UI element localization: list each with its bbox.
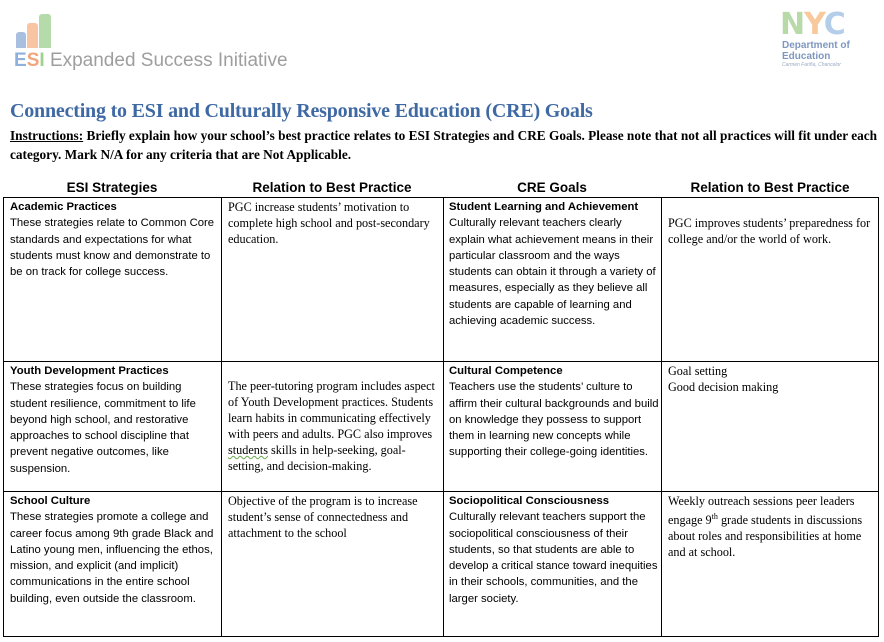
nyc-letter-n: N <box>780 7 805 42</box>
relation-item: Goal setting <box>668 364 728 378</box>
strategy-heading: Academic Practices <box>10 201 117 213</box>
column-header-cre-goals: CRE Goals <box>517 180 587 195</box>
column-header-cre-relation: Relation to Best Practice <box>690 180 850 195</box>
instructions-lead: Instructions: <box>10 128 84 143</box>
row-divider <box>4 361 878 362</box>
page-title: Connecting to ESI and Culturally Responsive Education (CRE) Goals <box>10 100 593 122</box>
instructions-text: Briefly explain how your school’s best practice relates to ESI Strategies and CRE Goals. Please note that not all practices will fit under each category. Mark N/A for any criteria that are Not Applicable. <box>10 128 878 162</box>
goal-description: Culturally relevant teachers support the sociopolitical consciousness of their students, so that students are able to develop a critical stance toward inequities in their schools, communities, and the larger society. <box>449 511 658 605</box>
strategy-description: These strategies focus on building student resilience, commitment to life beyond high school, and restorative approaches to school discipline that prevent negative outcomes, like suspension. <box>10 381 196 475</box>
logo-bar-green <box>39 14 51 48</box>
table-row-1-cre-goal <box>449 199 659 329</box>
relation-text: grade students in discussions about roles and responsibilities at home and at school. <box>668 513 863 560</box>
esi-letter-s: S <box>26 50 40 71</box>
relation-text: The peer-tutoring program includes aspect of Youth Development practices. Students learn habits in communicating effectively with peers and adults. PGC also improves <box>228 379 435 441</box>
logo-bar-blue <box>16 32 26 48</box>
goal-heading: Student Learning and Achievement <box>449 201 639 213</box>
strategy-description: These strategies promote a college and career focus among 9th grade Black and Latino young men, influencing the ethos, mission, and explicit (and implicit) communications in the entire school building, even outside the classroom. <box>10 511 214 605</box>
goal-description: Teachers use the students’ culture to affirm their cultural backgrounds and build on knowledge they possess to support them in learning new concepts while supporting their college-going identities. <box>449 381 659 459</box>
nyc-doe-logo <box>780 7 880 72</box>
column-divider <box>443 198 444 636</box>
table-row-2-cre-goal <box>449 363 659 461</box>
nyc-dept-line1: Department of <box>782 40 850 51</box>
spellcheck-word: students <box>228 443 268 457</box>
table-row-3-cre-relation <box>668 493 878 560</box>
column-divider <box>661 198 662 636</box>
instructions <box>10 126 882 164</box>
strategy-heading: Youth Development Practices <box>10 365 169 377</box>
table-row-2-cre-relation <box>668 363 878 395</box>
table-row-1-esi-relation: PGC increase students’ motivation to complete high school and post-secondary education. <box>228 200 430 246</box>
nyc-letter-y: Y <box>804 7 824 42</box>
esi-logo-text <box>14 50 288 72</box>
esi-letter-e: E <box>14 50 27 71</box>
column-divider <box>221 198 222 636</box>
row-divider <box>4 491 878 492</box>
relation-text: skills in help-seeking, goal-setting, and decision-making. <box>228 443 406 473</box>
table-row-2-esi-relation <box>228 378 440 474</box>
superscript: th <box>711 512 718 521</box>
esi-letter-i: I <box>39 50 45 71</box>
relation-item: Good decision making <box>668 380 779 394</box>
esi-logo <box>14 14 314 74</box>
table-row-2-esi-strategy <box>10 363 218 477</box>
strategy-description: These strategies relate to Common Core standards and expectations for what students must know and demonstrate to be on track for college success. <box>10 217 215 279</box>
logo-bar-orange <box>27 23 38 48</box>
nyc-chancellor: Carmen Fariña, Chancelor <box>782 62 841 68</box>
nyc-letters <box>780 7 880 42</box>
nyc-dept-line2: Education <box>782 51 831 62</box>
goal-description: Culturally relevant teachers clearly explain what achievement means in their particular classroom and the ways students can obtain it through a variety of measures, especially as they believe all students are capable of learning and achieving academic success. <box>449 217 656 328</box>
bar-chart-icon <box>16 14 56 48</box>
column-header-esi-strategies: ESI Strategies <box>66 180 158 195</box>
nyc-letter-c: C <box>823 7 845 42</box>
goal-heading: Cultural Competence <box>449 365 563 377</box>
goal-heading: Sociopolitical Consciousness <box>449 495 610 507</box>
column-header-esi-relation: Relation to Best Practice <box>252 180 412 195</box>
relation-text: Weekly outreach sessions peer leaders engage 9 <box>668 494 855 528</box>
esi-logo-name: Expanded Success Initiative <box>49 50 288 71</box>
table-row-1-esi-strategy <box>10 199 218 280</box>
table-row-3-cre-goal <box>449 493 659 607</box>
strategy-heading: School Culture <box>10 495 91 507</box>
table-row-3-esi-strategy <box>10 493 218 607</box>
table-row-3-esi-relation: Objective of the program is to increase student’s sense of connectedness and attachment to the school <box>228 494 418 540</box>
table-row-1-cre-relation: PGC improves students’ preparedness for college and/or the world of work. <box>668 216 871 246</box>
goals-table <box>3 197 879 637</box>
